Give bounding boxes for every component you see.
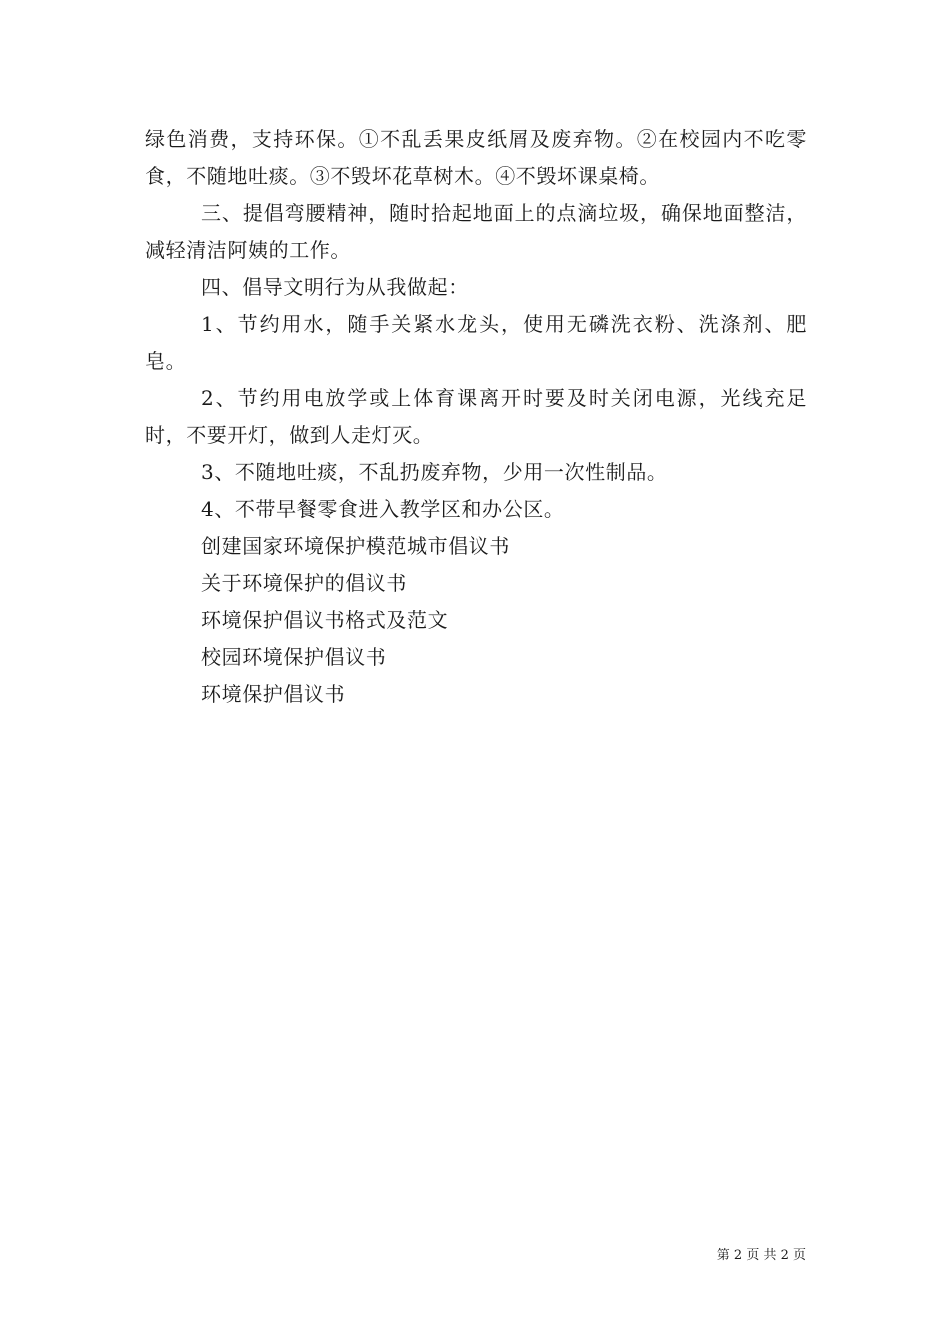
related-link-campus-proposal: 校园环境保护倡议书 [201, 645, 387, 669]
paragraph-save-water: 1、节约用水，随手关紧水龙头，使用无磷洗衣粉、洗涤剂、肥皂。 [145, 312, 807, 373]
related-link-proposal-format: 环境保护倡议书格式及范文 [201, 608, 449, 632]
related-link-proposal: 环境保护倡议书 [201, 682, 346, 706]
paragraph-no-food-in-teaching-area: 4、不带早餐零食进入教学区和办公区。 [201, 497, 565, 521]
paragraph-bending-spirit: 三、提倡弯腰精神，随时拾起地面上的点滴垃圾，确保地面整洁，减轻清洁阿姨的工作。 [145, 201, 807, 262]
related-link-environment-proposal: 关于环境保护的倡议书 [201, 571, 407, 595]
page-number: 第 2 页 共 2 页 [716, 1248, 806, 1263]
paragraph-civilized-behavior-heading: 四、倡导文明行为从我做起： [201, 275, 469, 299]
paragraph-green-consumption: 绿色消费，支持环保。①不乱丢果皮纸屑及废弃物。②在校园内不吃零食，不随地吐痰。③不毁坏花草树木。④不毁坏课桌椅。 [145, 127, 807, 188]
paragraph-no-littering: 3、不随地吐痰，不乱扔废弃物，少用一次性制品。 [201, 460, 668, 484]
document-body [145, 121, 807, 713]
related-link-model-city: 创建国家环境保护模范城市倡议书 [201, 534, 510, 558]
paragraph-save-electricity: 2、节约用电放学或上体育课离开时要及时关闭电源，光线充足时，不要开灯，做到人走灯灭。 [145, 386, 807, 447]
